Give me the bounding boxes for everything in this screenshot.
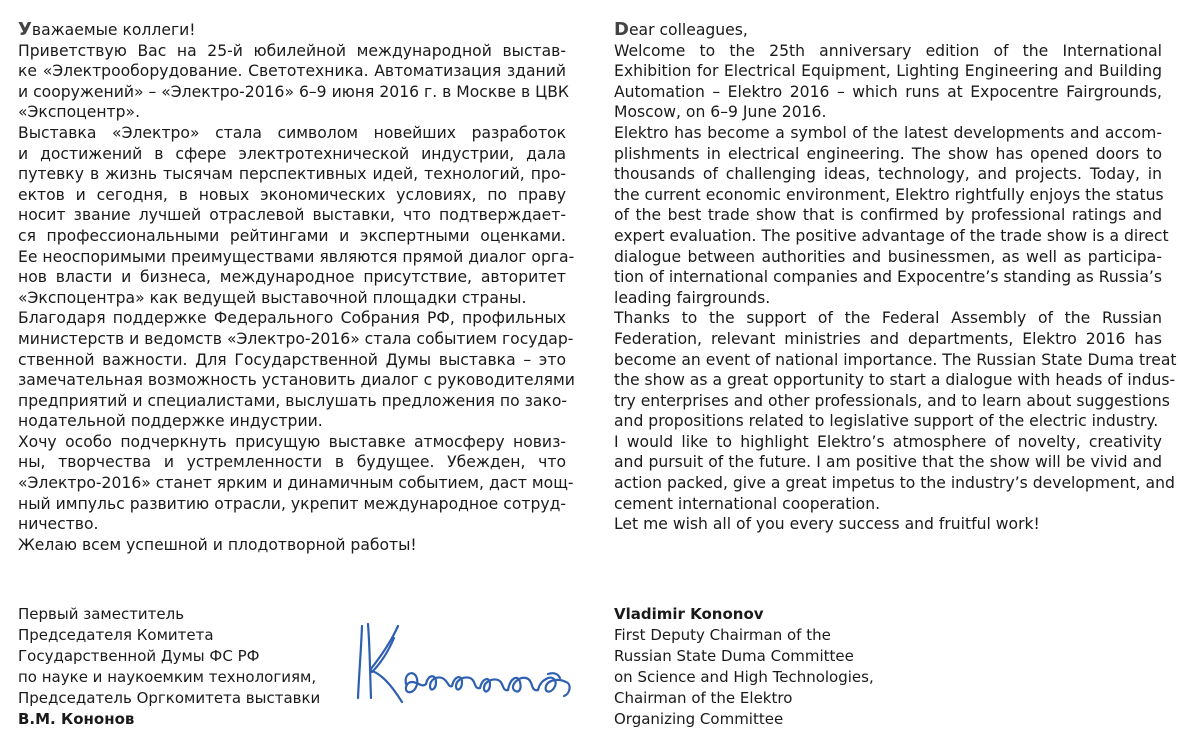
signature-title-line: First Deputy Chairman of the	[614, 626, 831, 644]
paragraph-line: замечательная возможность установить диалог с руководителями	[18, 371, 575, 390]
paragraph-line: «Электро-2016» станет ярким и динамичным событием, даст мощ-	[18, 474, 574, 493]
paragraph-line: Приветствую Вас на 25-й юбилейной международной выстав-	[18, 41, 566, 60]
letter-paragraph	[18, 308, 575, 432]
letter-column-russian	[18, 19, 575, 555]
paragraph-line: plishments in electrical engineering. The show has opened doors to	[614, 144, 1162, 163]
signature-title-line: Председателя Комитета	[18, 626, 214, 644]
letter-paragraph	[614, 308, 1177, 432]
paragraph-line: Let me wish all of you every success and fruitful work!	[614, 515, 1040, 534]
paragraph-line: expert evaluation. The positive advantage of the trade show is a direct	[614, 226, 1169, 245]
paragraph-line: министерств и ведомств «Электро-2016» стала событием государ-	[18, 329, 574, 348]
paragraph-line: Federation, relevant ministries and departments, Elektro 2016 has	[614, 329, 1162, 348]
signature-title-line: Председатель Оргкомитета выставки	[18, 689, 321, 707]
paragraph-line: Welcome to the 25th anniversary edition of the International	[614, 41, 1162, 60]
paragraph-line: Благодаря поддержке Федерального Собрания РФ, профильных	[18, 309, 566, 328]
signature-block-ru	[18, 604, 348, 730]
letter-paragraph	[614, 432, 1175, 514]
signature-title-line: on Science and High Technologies,	[614, 668, 874, 686]
paragraph-line: Moscow, on 6–9 June 2016.	[614, 103, 827, 122]
paragraph-line: tion of international companies and Expocentre’s standing as Russia’s	[614, 268, 1162, 287]
paragraph-line: dialogue between authorities and businessmen, as well as participa-	[614, 247, 1162, 266]
salutation-initial-en: D	[614, 19, 629, 40]
signature-title-line: Chairman of the Elektro	[614, 689, 793, 707]
letter-paragraph	[18, 41, 570, 123]
paragraph-line: and propositions related to legislative support of the electric industry.	[614, 412, 1159, 431]
letter-column-english	[614, 19, 1177, 535]
letter-paragraph	[18, 123, 575, 308]
paragraph-line: предприятий и специалистами, выслушать предложения по зако-	[18, 391, 568, 410]
signature-title-line: Russian State Duma Committee	[614, 647, 854, 665]
paragraph-line: Exhibition for Electrical Equipment, Lighting Engineering and Building	[614, 62, 1162, 81]
letter-paragraph	[18, 535, 566, 556]
paragraph-line: try enterprises and other professionals, and to learn about suggestions	[614, 391, 1170, 410]
paragraph-line: ектов и сегодня, в новых экономических условиях, по праву	[18, 185, 566, 204]
paragraph-line: Elektro has become a symbol of the latest developments and accom-	[614, 123, 1162, 142]
signature-name-ru: В.М. Кононов	[18, 710, 135, 728]
paragraph-line: ный импульс развитию отрасли, укрепит международное сотруд-	[18, 494, 566, 513]
paragraph-line: нодательной поддержке индустрии.	[18, 412, 323, 431]
paragraph-line: «Экспоцентра» как ведущей выставочной площадки страны.	[18, 288, 527, 307]
paragraph-line: ничество.	[18, 515, 99, 534]
paragraph-line: ся профессиональными рейтингами и экспертными оценками.	[18, 226, 566, 245]
signature-block-en	[614, 604, 944, 730]
paragraph-line: и достижений в сфере электротехнической индустрии, дала	[18, 144, 566, 163]
paragraph-line: action packed, give a great impetus to the industry’s development, and	[614, 474, 1175, 493]
salutation-text-ru: важаемые коллеги!	[31, 21, 196, 39]
paragraph-line: the show as a great opportunity to start a dialogue with heads of indus-	[614, 371, 1176, 390]
signature-name-en: Vladimir Kononov	[614, 605, 764, 623]
paragraph-line: become an event of national importance. The Russian State Duma treat	[614, 350, 1177, 369]
paragraph-line: the current economic environment, Elektro rightfully enjoys the status	[614, 185, 1164, 204]
handwritten-signature-icon	[348, 612, 584, 712]
paragraph-line: leading fairgrounds.	[614, 288, 771, 307]
paragraph-line: Thanks to the support of the Federal Assembly of the Russian	[614, 309, 1162, 328]
salutation-text-en: ear colleagues,	[628, 21, 748, 39]
paragraph-line: thousands of challenging ideas, technology, and projects. Today, in	[614, 165, 1162, 184]
signature-title-line: по науке и наукоемким технологиям,	[18, 668, 317, 686]
signature-title-line: Первый заместитель	[18, 605, 185, 623]
paragraph-line: Желаю всем успешной и плодотворной работы!	[18, 535, 417, 554]
letter-body-en	[614, 41, 1177, 535]
paragraph-line: I would like to highlight Elektro’s atmosphere of novelty, creativity	[614, 432, 1162, 451]
paragraph-line: «Экспоцентр».	[18, 103, 141, 122]
salutation-en	[614, 20, 1162, 41]
salutation-ru	[18, 20, 566, 41]
signature-title-line: Organizing Committee	[614, 710, 784, 728]
paragraph-line: and pursuit of the future. I am positive that the show will be vivid and	[614, 453, 1162, 472]
paragraph-line: и сооружений» – «Электро-2016» 6–9 июня 2016 г. в Москве в ЦВК	[18, 82, 570, 101]
paragraph-line: Automation – Elektro 2016 – which runs at Expocentre Fairgrounds,	[614, 82, 1162, 101]
letter-paragraph	[18, 432, 574, 535]
paragraph-line: Выставка «Электро» стала символом новейших разработок	[18, 123, 566, 142]
paragraph-line: cement international cooperation.	[614, 494, 881, 513]
paragraph-line: носит звание лучшей отраслевой выставки, что подтверждает-	[18, 206, 566, 225]
paragraph-line: Хочу особо подчеркнуть присущую выставке атмосферу новиз-	[18, 432, 566, 451]
letter-paragraph	[614, 123, 1169, 308]
paragraph-line: ственной важности. Для Государственной Думы выставка – это	[18, 350, 566, 369]
letter-paragraph	[614, 41, 1162, 123]
paragraph-line: Ее неоспоримыми преимуществами являются прямой диалог орга-	[18, 247, 575, 266]
signature-title-line: Государственной Думы ФС РФ	[18, 647, 260, 665]
letter-paragraph	[614, 514, 1162, 535]
paragraph-line: путевку в жизнь тысячам перспективных идей, технологий, про-	[18, 165, 566, 184]
paragraph-line: of the best trade show that is confirmed by professional ratings and	[614, 206, 1162, 225]
letter-body-ru	[18, 41, 575, 556]
paragraph-line: нов власти и бизнеса, международное присутствие, авторитет	[18, 268, 566, 287]
paragraph-line: ны, творчества и устремленности в будущее. Убежден, что	[18, 453, 566, 472]
paragraph-line: ке «Электрооборудование. Светотехника. Автоматизация зданий	[18, 62, 566, 81]
salutation-initial-ru: У	[18, 19, 32, 40]
